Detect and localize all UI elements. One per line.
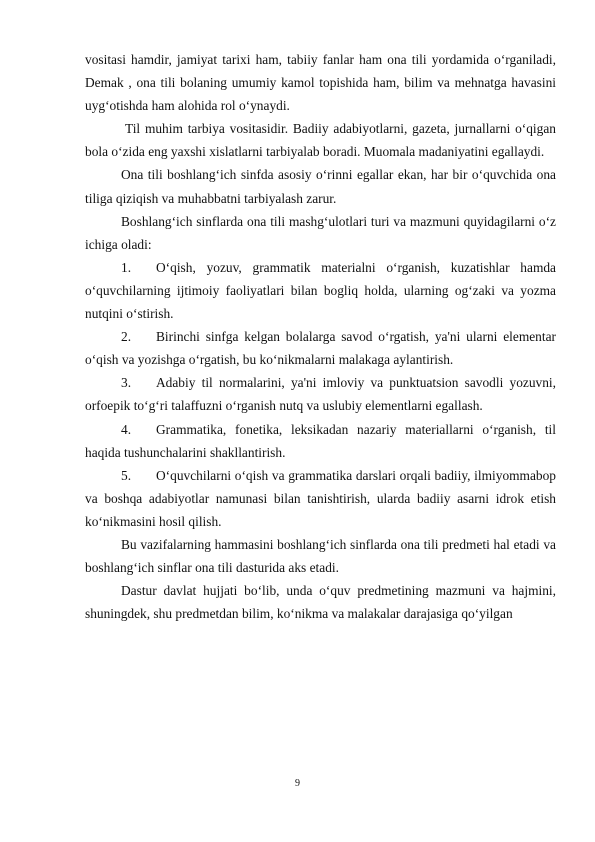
numbered-list <box>85 256 556 533</box>
list-item-text: Grammatika, fonetika, leksikadan nazariy materiallarni o‘rganish, til haqida tushunchalarini shakllantirish. <box>85 421 556 460</box>
list-item-number: 3. <box>121 375 132 391</box>
list-item-number: 2. <box>121 329 132 345</box>
document-body <box>85 48 556 625</box>
list-item <box>85 464 556 533</box>
list-item <box>85 418 556 464</box>
page-number: 9 <box>295 778 300 789</box>
list-item-text: O‘quvchilarni o‘qish va grammatika darslari orqali badiiy, ilmiyommabop va boshqa adabiyotlar namunasi bilan tanishtirish, ularda badiiy asarni idrok etish ko‘nikmasini hosil qilish. <box>85 467 556 529</box>
list-item-number: 4. <box>121 421 132 437</box>
list-item-text: Birinchi sinfga kelgan bolalarga savod o‘rgatish, ya'ni ularni elementar o‘qish va yozishga o‘rgatish, bu ko‘nikmalarni malakaga aylantirish. <box>85 329 556 368</box>
list-item-number: 1. <box>121 259 132 275</box>
list-item <box>85 371 556 417</box>
paragraph-vazifalar: Bu vazifalarning hammasini boshlang‘ich sinflarda ona tili predmeti hal etadi va boshlang‘ich sinflar ona tili dasturida aks etadi. <box>85 536 556 576</box>
list-item <box>85 325 556 371</box>
list-item-number: 5. <box>121 467 132 483</box>
list-item-text: Adabiy til normalarini, ya'ni imloviy va punktuatsion savodli yozuvni, orfoepik to‘g‘ri talaffuzni o‘rganish nutq va uslubiy elementlarni egallash. <box>85 375 556 414</box>
paragraph-intro: vositasi hamdir, jamiyat tarixi ham, tabiiy fanlar ham ona tili yordamida o‘rganiladi, Demak , ona tili bolaning umumiy kamol topishida ham, bilim va mehnatga havasini uyg‘otishda ham alohida rol o‘ynaydi. <box>85 52 556 114</box>
paragraph-ona-tili: Ona tili boshlang‘ich sinfda asosiy o‘rinni egallar ekan, har bir o‘quvchida ona tiliga qiziqish va muhabbatni tarbiyalash zarur. <box>85 167 556 206</box>
list-item <box>85 256 556 325</box>
paragraph-dastur: Dastur davlat hujjati bo‘lib, unda o‘quv predmetining mazmuni va hajmini, shuningdek, shu predmetdan bilim, ko‘nikma va malakalar darajasiga qo‘yilgan <box>85 583 556 622</box>
paragraph-mashgulotlar: Boshlang‘ich sinflarda ona tili mashg‘ulotlari turi va mazmuni quyidagilarni o‘z ichiga oladi: <box>85 213 556 252</box>
paragraph-tarbiya: Til muhim tarbiya vositasidir. Badiiy adabiyotlarni, gazeta, jurnallarni o‘qigan bola o‘zida eng yaxshi xislatlarni tarbiyalab boradi. Muomala madaniyatini egallaydi. <box>85 121 556 160</box>
list-item-text: O‘qish, yozuv, grammatik materialni o‘rganish, kuzatishlar hamda o‘quvchilarning ijtimoiy faoliyatlari bilan bogliq holda, ularning og‘zaki va yozma nutqini o‘stirish. <box>85 259 556 322</box>
